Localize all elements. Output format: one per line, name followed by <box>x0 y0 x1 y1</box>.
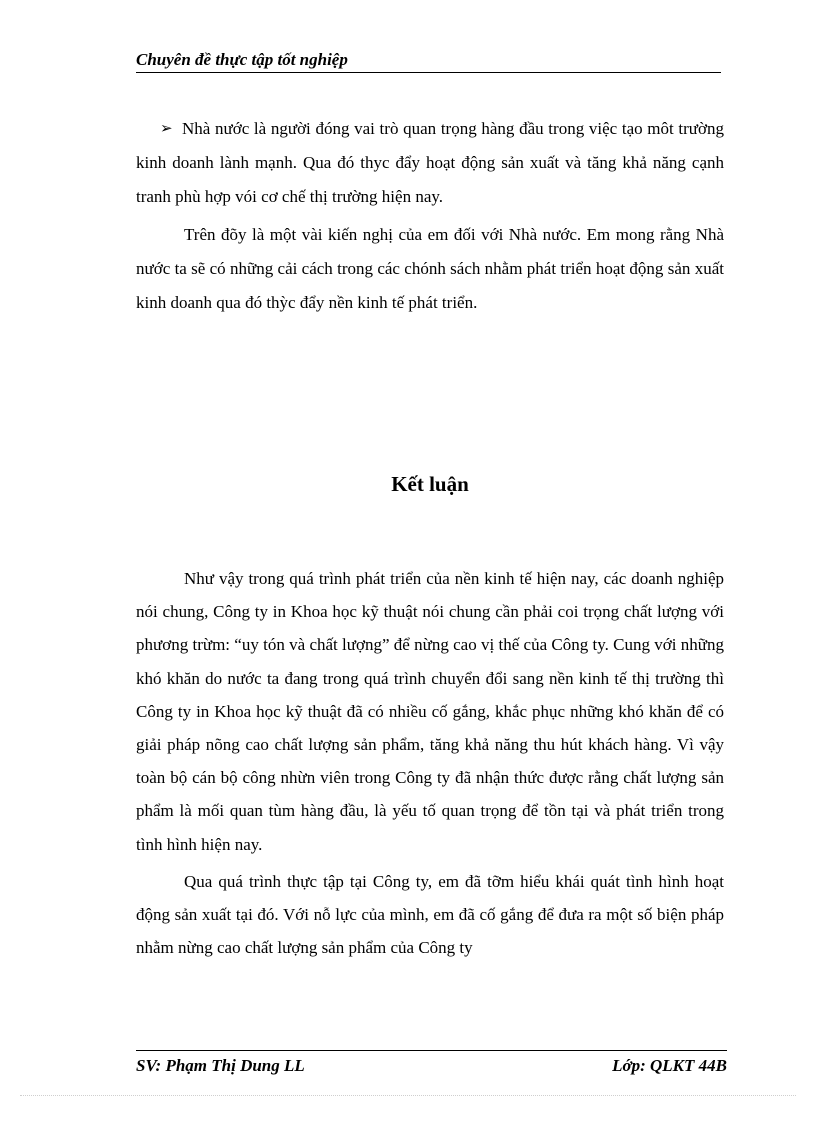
header-title: Chuyên đề thực tập tốt nghiệp <box>136 50 348 69</box>
conclusion-paragraph-1: Như vậy trong quá trình phát triển của nền kinh tế hiện nay, các doanh nghiệp nói chung, Công ty in Khoa học kỹ thuật nói chung cần phải coi trọng chất lượng với phương trừm: “uy tón và chất lượng” để nừng cao vị thế của Công ty. Cung với những khó khăn do nước ta đang trong quá trình chuyển đổi sang nền kinh tế thị trường thì Công ty in Khoa học kỹ thuật đã có nhiều cố gắng, khắc phục những khó khăn để có giải pháp nõng cao chất lượng sản phẩm, tăng khả năng thu hút khách hàng. Vì vậy toàn bộ cán bộ công nhừn viên trong Công ty đã nhận thức được rằng chất lượng sản phẩm là mối quan tùm hàng đầu, là yếu tố quan trọng để tồn tại và phát triển trong tình hình hiện nay. <box>136 569 724 854</box>
page-header <box>136 50 721 73</box>
page-bottom-dotted-line <box>20 1095 796 1096</box>
conclusion-heading: Kết luận <box>391 472 469 496</box>
page-footer <box>136 1050 727 1076</box>
footer-class: Lớp: QLKT 44B <box>612 1056 727 1075</box>
bullet-paragraph-text: Nhà nước là người đóng vai trò quan trọng hàng đầu trong việc tạo môt trường kinh doanh lành mạnh. Qua đó thyc đẩy hoạt động sản xuất và tăng khả năng cạnh tranh phù hợp vói cơ chế thị trường hiện nay. <box>136 119 724 206</box>
arrow-bullet-icon: ➢ <box>160 121 173 137</box>
conclusion-text <box>136 562 724 964</box>
body-text <box>136 112 724 320</box>
conclusion-paragraph-2: Qua quá trình thực tập tại Công ty, em đã tỡm hiểu khái quát tình hình hoạt động sản xuất tại đó. Với nỗ lực của mình, em đã cố gắng để đưa ra một số biện pháp nhằm nừng cao chất lượng sản phẩm của Công ty <box>136 871 724 958</box>
bullet-paragraph <box>136 112 724 214</box>
recommendation-paragraph: Trên đõy là một vài kiến nghị của em đối với Nhà nước. Em mong rằng Nhà nước ta sẽ có những cải cách trong các chónh sách nhằm phát triển hoạt động sản xuất kinh doanh qua đó thỳc đẩy nền kinh tế phát triển. <box>136 225 724 312</box>
footer-student: SV: Phạm Thị Dung LL <box>136 1056 305 1075</box>
